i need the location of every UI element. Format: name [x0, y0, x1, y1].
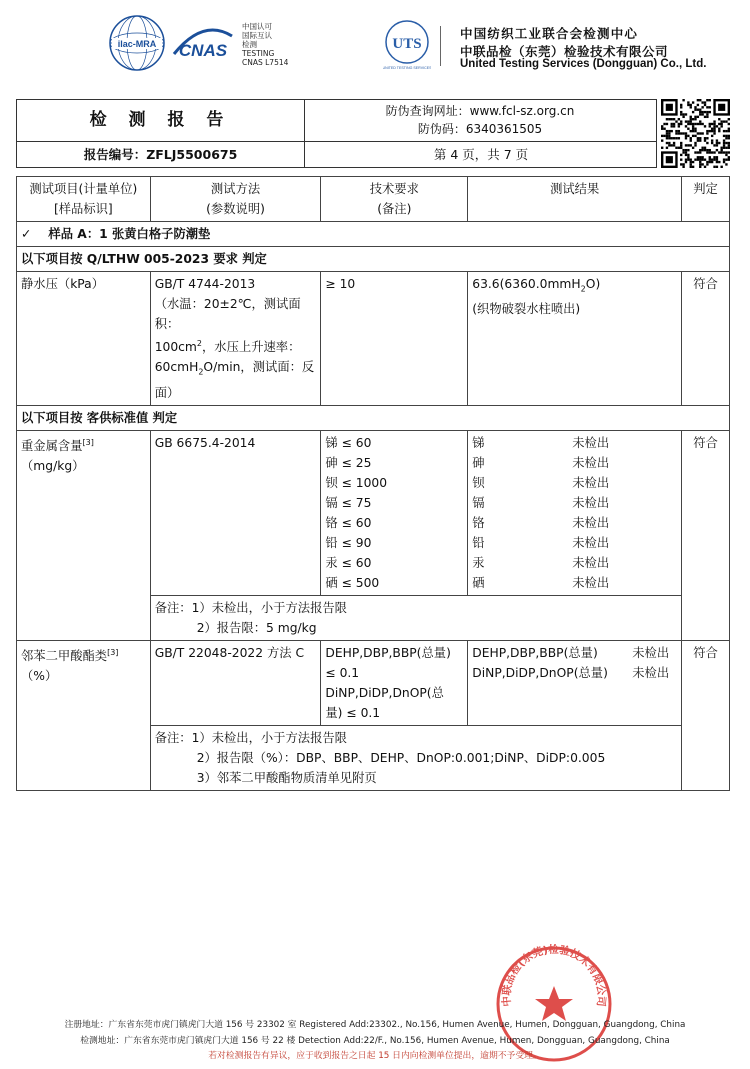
method-hydrostatic: GB/T 4744-2013 （水温：20±2℃，测试面积： $100cm^2$，水压上升速率： 60cmH$_2$O/min，测试面：反 面） [150, 272, 321, 406]
header-method: 测试方法 (参数说明) [150, 177, 321, 222]
table-row-hydrostatic [17, 272, 730, 406]
header-divider [440, 26, 441, 66]
req-heavy-metals [321, 430, 468, 595]
org-name-cn-2: 中联品检（东莞）检验技术有限公司 [460, 44, 669, 59]
svg-text:中联品检(东莞)检验技术有限公司: 中联品检(东莞)检验技术有限公司 [500, 944, 608, 1008]
table-row-phthalates [17, 640, 730, 725]
footer-notice: 若对检测报告有异议，应于收到报告之日起 15 日内向检测单位提出，逾期不予受理。 [208, 1051, 542, 1061]
sample-label: ✓ 样品 A：1 张黄白格子防潮垫 [17, 222, 730, 247]
metal-result-item: 锑 未检出 [472, 435, 610, 450]
metal-result-item: 汞 未检出 [472, 555, 610, 570]
method-phthalates: GB/T 22048-2022 方法 C [150, 640, 321, 725]
metal-result-item: 镉 未检出 [472, 495, 610, 510]
company-seal-stamp [494, 944, 614, 1064]
header-item: 测试项目(计量单位) [样品标识] [17, 177, 151, 222]
metal-result-item: 硒 未检出 [472, 575, 610, 590]
item-phthalates: 邻苯二甲酸酯类[3] （%） [17, 640, 151, 790]
qr-code [661, 99, 730, 168]
footer-detection-address: 检测地址：广东省东莞市虎门镇虎门大道 156 号 22 楼 Detection Add:22/F., No.156, Humen Avenue, Humen, Dongguan, Guangdong, China [80, 1036, 670, 1046]
metal-requirement-item: 锑 ≤ 60 [325, 435, 372, 450]
metal-requirement-item: 汞 ≤ 60 [325, 555, 372, 570]
section-row [17, 247, 730, 272]
cnas-logo [170, 22, 236, 66]
verify-code: 防伪码：6340361505 [417, 122, 543, 136]
header-verdict: 判定 [682, 177, 730, 222]
metal-result-item: 砷 未检出 [472, 455, 610, 470]
verdict-hydrostatic: 符合 [682, 272, 730, 406]
cnas-label: CNAS [178, 41, 228, 60]
table-header-row [17, 177, 730, 222]
metal-result-item: 钡 未检出 [472, 475, 610, 490]
sample-row [17, 222, 730, 247]
org-name-en: United Testing Services (Dongguan) Co., Ltd. [460, 58, 707, 70]
metal-requirement-item: 镉 ≤ 75 [325, 495, 372, 510]
metal-result-item: 铬 未检出 [472, 515, 610, 530]
note-heavy-metals: 备注：1）未检出，小于方法报告限 2）报告限：5 mg/kg [150, 595, 681, 640]
metal-requirement-item: 硒 ≤ 500 [325, 575, 380, 590]
section-standard-2: 以下项目按 客供标准值 判定 [17, 405, 730, 430]
verdict-heavy-metals: 符合 [682, 430, 730, 640]
metal-requirement-item: 钡 ≤ 1000 [325, 475, 388, 490]
report-title-box [16, 99, 657, 168]
table-row-heavy-metals [17, 430, 730, 595]
metal-requirement-item: 铅 ≤ 90 [325, 535, 372, 550]
req-phthalates: DEHP,DBP,BBP(总量) ≤ 0.1 DiNP,DiDP,DnOP(总 量) ≤ 0.1 [321, 640, 468, 725]
item-hydrostatic: 静水压（kPa） [17, 272, 151, 406]
uts-ring-text: UNITED TESTING SERVICES [383, 66, 431, 70]
section-standard-1: 以下项目按 Q/LTHW 005-2023 要求 判定 [17, 247, 730, 272]
test-results-table [16, 176, 730, 791]
footer-registered-address: 注册地址：广东省东莞市虎门镇虎门大道 156 号 23302 室 Registered Add:23302., No.156, Humen Avenue, Humen, Dongguan, Guangdong, China [64, 1020, 686, 1030]
method-heavy-metals: GB 6675.4-2014 [150, 430, 321, 595]
verdict-phthalates: 符合 [682, 640, 730, 790]
metal-requirement-item: 铬 ≤ 60 [325, 515, 372, 530]
ilac-mra-logo [108, 14, 166, 72]
header-requirement: 技术要求 (备注) [321, 177, 468, 222]
result-phthalates: DEHP,DBP,BBP(总量) 未检出 DiNP,DiDP,DnOP(总量) 未检出 [468, 640, 682, 725]
note-phthalates: 备注：1）未检出，小于方法报告限 2）报告限（%）：DBP、BBP、DEHP、DnOP:0.001;DiNP、DiDP:0.005 3）邻苯二甲酸酯物质清单见附页 [150, 725, 681, 790]
verify-url: 防伪查询网址：www.fcl-sz.org.cn [385, 104, 575, 118]
page-number: 第 4 页，共 7 页 [433, 147, 529, 162]
uts-logo [383, 18, 431, 72]
result-hydrostatic: 63.6(6360.0mmH$_2$O) (织物破裂水柱喷出) [468, 272, 682, 406]
uts-label: UTS [392, 36, 422, 52]
item-heavy-metals: 重金属含量[3] （mg/kg） [17, 430, 151, 640]
cnas-accreditation-text: 中国认可 国际互认 检测 TESTING CNAS L7514 [242, 22, 289, 67]
ilac-label: ilac-MRA [117, 39, 157, 49]
verification-info [305, 102, 655, 138]
section-row [17, 405, 730, 430]
header-result: 测试结果 [468, 177, 682, 222]
req-hydrostatic: ≥ 10 [321, 272, 468, 406]
result-heavy-metals [468, 430, 682, 595]
org-name-cn-1: 中国纺织工业联合会检测中心 [460, 26, 639, 41]
metal-result-item: 铅 未检出 [472, 535, 610, 550]
report-title: 检 测 报 告 [89, 110, 232, 130]
metal-requirement-item: 砷 ≤ 25 [325, 455, 372, 470]
report-number: 报告编号：ZFLJ5500675 [83, 147, 238, 162]
